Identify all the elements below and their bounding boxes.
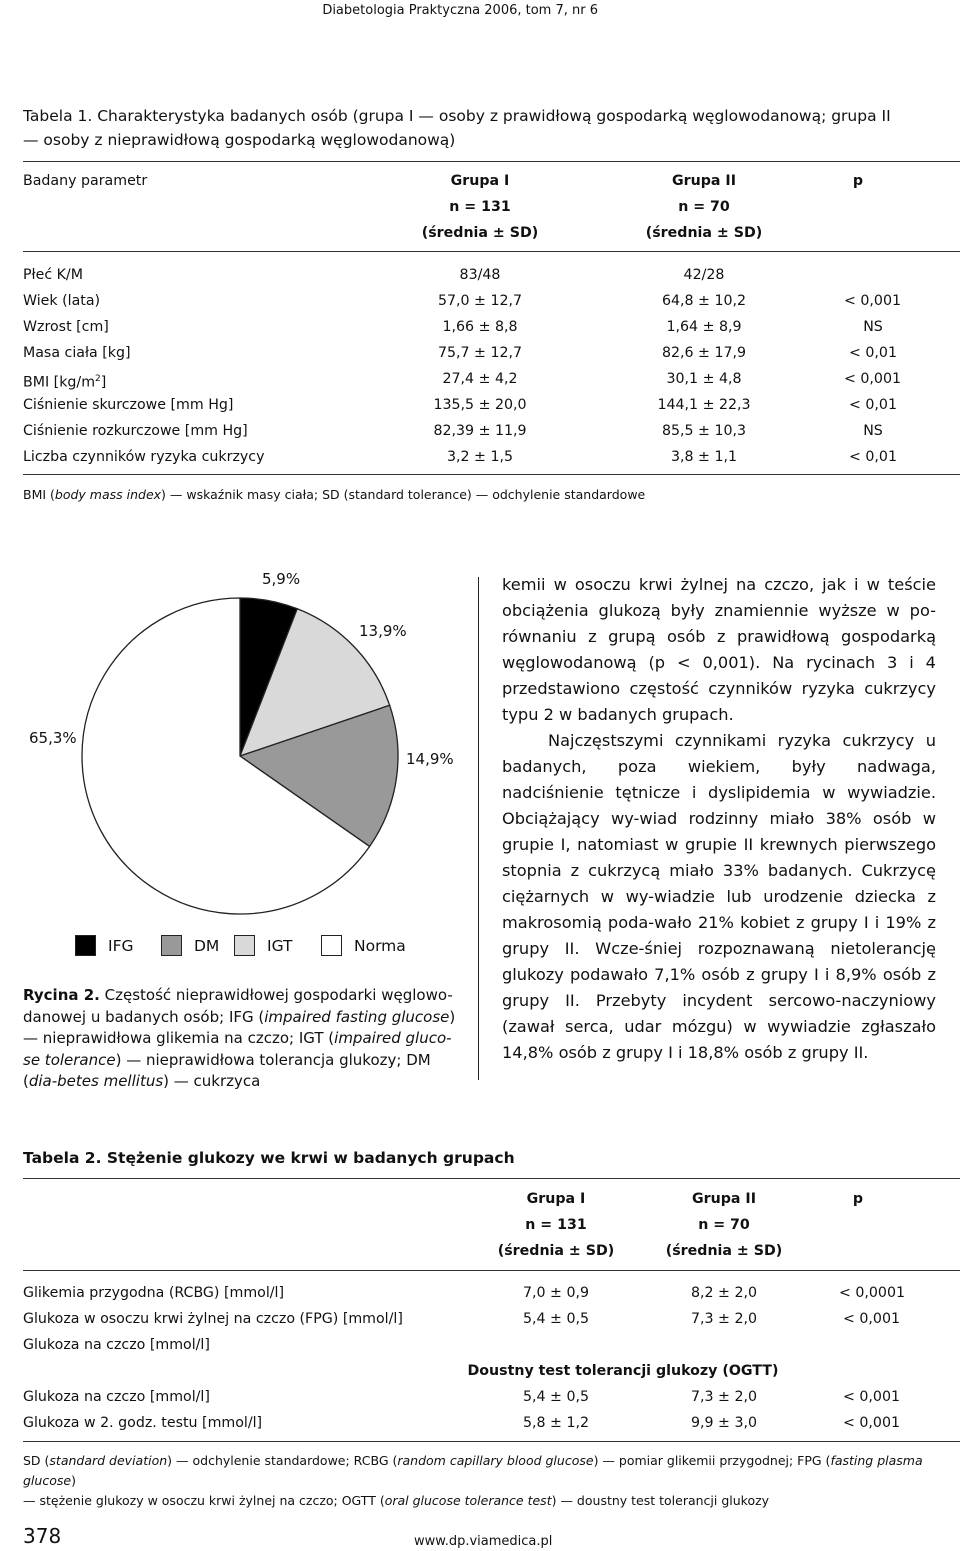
table-cell-g1: 75,7 ± 12,7 [437,345,523,361]
table-cell-g2: 85,5 ± 10,3 [661,423,747,439]
table2-caption: Tabela 2. Stężenie glukozy we krwi w badanych grupach [23,1149,515,1167]
table1-g2-n: n = 70 [678,199,730,215]
legend-swatch-igt [234,935,255,956]
table1-header-row [23,168,939,194]
table2-g1-n: n = 131 [525,1217,587,1233]
page-number: 378 [23,1524,62,1548]
paragraph-1: kemii w osoczu krwi żylnej na czczo, jak i w teście obciążenia glukozą były znamiennie wyższe w po-równaniu z grupą osób z prawidłową gospodarką węglowodanową (p < 0,001). Na rycinach 3 i 4 przedstawiono częstość czynników ryzyka cukrzycy typu 2 w badanych grupach. [502,575,936,724]
table-cell-g1: 5,4 ± 0,5 [522,1389,590,1405]
figure-caption-text: ) — nieprawidłowa tolerancja glukozy; DM ( [23,1050,431,1090]
pie-label-igt: 13,9% [359,622,407,640]
table2-footnote [23,1451,953,1511]
table-cell-param: Wzrost [cm] [23,319,109,335]
bmi-superscript: 2 [95,374,101,384]
table2-g2-n: n = 70 [698,1217,750,1233]
table-cell-param: Glukoza na czczo [mmol/l] [23,1389,210,1405]
legend-label-igt: IGT [267,937,293,955]
table2-header-sd [23,1238,939,1264]
table-cell-param: Ciśnienie rozkurczowe [mm Hg] [23,423,248,439]
table-cell-g2: 7,3 ± 2,0 [690,1389,758,1405]
table1-g2-sd: (średnia ± SD) [645,225,763,241]
table-cell-p: < 0,01 [849,449,897,465]
table-cell-param: Glikemia przygodna (RCBG) [mmol/l] [23,1285,285,1301]
footnote-text: ) — doustny test tolerancji glukozy [551,1493,770,1508]
table1-header-rule [23,251,960,252]
table1-caption-line2: — osoby z nieprawidłową gospodarką węglowodanową) [23,131,456,149]
table2-footnote-line2 [23,1491,953,1511]
table-cell-g1: 1,66 ± 8,8 [442,319,518,335]
table2-col-group2: Grupa II [692,1191,756,1207]
table1-col-p: p [852,173,864,189]
table-cell-p: < 0,01 [849,397,897,413]
footer-url: www.dp.viamedica.pl [414,1534,553,1549]
column-divider [478,577,479,1080]
bmi-bracket: ] [100,374,107,391]
table-cell-p: < 0,0001 [838,1285,905,1301]
table-cell-g2: 3,8 ± 1,1 [670,449,738,465]
table-cell-p: NS [863,423,883,439]
figure-caption-text: Częstość nieprawidłowej gospodarki węglowo-danowej u badanych osób; IFG ( [23,986,453,1026]
table1-col-param: Badany parametr [23,173,148,189]
table2-col-group1: Grupa I [526,1191,586,1207]
table-row [23,392,939,418]
footnote-text: ) — odchylenie standardowe; RCBG ( [167,1453,398,1468]
pie-chart-svg [80,596,400,916]
table-cell-param: Masa ciała [kg] [23,345,131,361]
pie-label-dm: 14,9% [406,750,454,768]
table-cell-p: < 0,001 [843,293,901,309]
table-cell-g2: 144,1 ± 22,3 [657,397,751,413]
table-cell-param: Wiek (lata) [23,293,101,309]
table2-top-rule [23,1178,960,1179]
table1-g1-sd: (średnia ± SD) [421,225,539,241]
table1-col-group1: Grupa I [450,173,510,189]
bmi-label: BMI [kg/m [23,374,96,391]
pie-chart [80,596,400,916]
table1-g1-n: n = 131 [449,199,511,215]
table-cell-g2: 30,1 ± 4,8 [666,371,742,387]
table-row [23,262,939,288]
legend-swatch-norma [321,935,342,956]
table1-col-group2: Grupa II [672,173,736,189]
figure-caption-text: ) — cukrzyca [163,1072,261,1090]
pie-label-norma: 65,3% [29,729,77,747]
table-cell-g2: 8,2 ± 2,0 [690,1285,758,1301]
footnote-italic: body mass index [54,487,162,502]
table2-header-n [23,1212,939,1238]
footnote-italic: standard deviation [49,1453,168,1468]
table-cell-param: Ciśnienie skurczowe [mm Hg] [23,397,234,413]
table2-header-rule [23,1270,960,1271]
table2-footnote-line1 [23,1451,953,1491]
legend-swatch-ifg [75,935,96,956]
footnote-text: ) — pomiar glikemii przygodnej; FPG ( [593,1453,831,1468]
table-cell-p: < 0,001 [843,371,901,387]
table-cell-param: Glukoza w 2. godz. testu [mmol/l] [23,1415,263,1431]
footnote-italic: fasting plasma glucose [23,1453,923,1488]
figure-caption-italic: impaired gluco-se tolerance [23,1029,452,1069]
ogtt-header: Doustny test tolerancji glukozy (OGTT) [467,1363,779,1379]
table-cell-p: < 0,001 [842,1415,900,1431]
table1-caption-line1: Tabela 1. Charakterystyka badanych osób (grupa I — osoby z prawidłową gospodarką węglowodanową; grupa II [23,107,891,125]
table-cell-g2: 42/28 [683,267,725,283]
pie-label-ifg: 5,9% [262,570,301,588]
table1-header-sd [23,220,939,246]
body-text [502,572,936,1066]
table-cell-g2: 1,64 ± 8,9 [666,319,742,335]
table-cell-param: Liczba czynników ryzyka cukrzycy [23,449,265,465]
table-cell-g1: 3,2 ± 1,5 [446,449,514,465]
table-cell-p: < 0,001 [842,1311,900,1327]
table-row [23,366,939,392]
table-row [23,418,939,444]
table-cell-g2: 7,3 ± 2,0 [690,1311,758,1327]
footnote-text: BMI ( [23,487,55,502]
table-cell-param: Glukoza w osoczu krwi żylnej na czczo (FPG) [mmol/l] [23,1311,403,1327]
table1-body [23,262,939,472]
table2-header-row [23,1186,939,1212]
figure-caption-italic: dia-betes mellitus [28,1072,164,1090]
table1-bottom-rule [23,474,960,475]
table-cell-g1: 83/48 [459,267,501,283]
running-header: Diabetologia Praktyczna 2006, tom 7, nr 6 [322,3,598,18]
legend-label-norma: Norma [354,937,406,955]
table-cell-p: NS [863,319,883,335]
paragraph-2: Najczęstszymi czynnikami ryzyka cukrzycy u badanych, poza wiekiem, były nadwaga, nadciśnienie tętnicze i dyslipidemia w wywiadzie. Obciążający wy-wiad rodzinny miało 38% osób w grupie I, natomiast w grupie II krewnych pierwszego stopnia z cukrzycą miało 33% badanych. Cukrzycę ciężarnych w wy-wiadzie lub urodzenie dziecka z makrosomią poda-wało 21% kobiet z grupy I i 19% z grupy II. Wcze-śniej rozpoznawaną nietolerancję glukozy podawało 7,1% osób z grupy I i 8,9% osób z grupy II. Przebyty incydent sercowo-naczyniowy (zawał serca, udar mózgu) w wywiadzie zgłaszało 14,8% osób z grupy I i 18,8% osób z grupy II. [502,731,936,1062]
table-cell-p: < 0,001 [842,1389,900,1405]
table2-header [23,1186,939,1266]
table-cell-g1: 27,4 ± 4,2 [442,371,518,387]
table2-g2-sd: (średnia ± SD) [665,1243,783,1259]
table-cell-g1: 135,5 ± 20,0 [433,397,527,413]
figure-caption [23,985,463,1093]
figure-caption-text: ) — nieprawidłowa glikemia na czczo; IGT ( [23,1007,456,1047]
table-row [23,340,939,366]
table1-header-n [23,194,939,220]
table2-g1-sd: (średnia ± SD) [497,1243,615,1259]
table2-bottom-rule [23,1441,960,1442]
legend-swatch-dm [161,935,182,956]
footnote-text: ) [71,1473,76,1488]
table-cell-g1: 7,0 ± 0,9 [522,1285,590,1301]
footnote-italic: random capillary blood glucose [397,1453,594,1468]
table-row [23,1410,939,1436]
table1-footnote [23,485,645,505]
footnote-text: ) — wskaźnik masy ciała; SD (standard tolerance) — odchylenie standardowe [161,487,646,502]
table-cell-g1: 57,0 ± 12,7 [437,293,523,309]
table1-caption [23,104,891,152]
table-cell-g2: 82,6 ± 17,9 [661,345,747,361]
table-cell-p: < 0,01 [849,345,897,361]
figure-caption-italic: impaired fasting glucose [264,1007,450,1026]
legend-label-ifg: IFG [108,937,134,955]
table-cell-g1: 82,39 ± 11,9 [433,423,527,439]
table-row [23,1306,939,1332]
table2-body [23,1280,939,1440]
table1-top-rule [23,161,960,162]
table-cell-g1: 5,4 ± 0,5 [522,1311,590,1327]
footnote-italic: oral glucose tolerance test [384,1493,552,1508]
table-cell-g2: 64,8 ± 10,2 [661,293,747,309]
table-row [23,444,939,470]
table-row [23,314,939,340]
footnote-text: SD ( [23,1453,50,1468]
table2-col-p: p [852,1191,864,1207]
legend-label-dm: DM [194,937,220,955]
table-cell-param: Glukoza na czczo [mmol/l] [23,1337,210,1353]
table-row [23,288,939,314]
ogtt-header-row [23,1358,939,1384]
table-row [23,1332,939,1358]
table-row [23,1280,939,1306]
footnote-text: — stężenie glukozy w osoczu krwi żylnej na czczo; OGTT ( [23,1493,385,1508]
table-row [23,1384,939,1410]
table-cell-param: Płeć K/M [23,267,83,283]
table-cell-g2: 9,9 ± 3,0 [690,1415,758,1431]
figure-caption-label: Rycina 2. [23,986,100,1004]
table-cell-g1: 5,8 ± 1,2 [522,1415,590,1431]
